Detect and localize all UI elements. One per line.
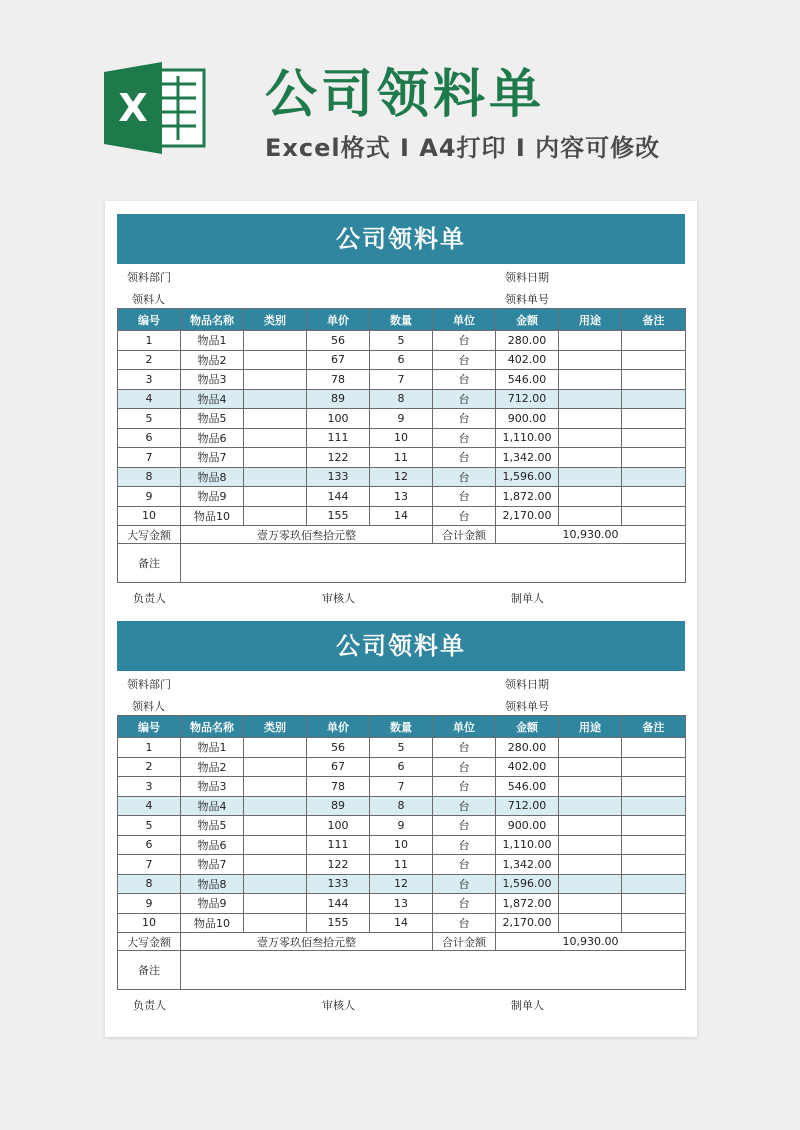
cell-category[interactable] (244, 389, 307, 409)
cell-name[interactable]: 物品6 (181, 835, 244, 855)
cell-use[interactable] (559, 467, 622, 487)
column-header: 编号 (118, 716, 181, 738)
cell-no[interactable]: 5 (118, 816, 181, 836)
column-header: 金额 (496, 309, 559, 331)
cell-qty[interactable]: 6 (370, 757, 433, 777)
cell-qty[interactable]: 10 (370, 835, 433, 855)
cell-unit[interactable]: 台 (433, 757, 496, 777)
cell-price[interactable]: 100 (307, 409, 370, 429)
cell-remark[interactable] (622, 757, 686, 777)
cell-use[interactable] (559, 874, 622, 894)
cell-price[interactable]: 100 (307, 816, 370, 836)
page-subtitle: Excel格式 I A4打印 I 内容可修改 (265, 134, 661, 162)
total-row (118, 526, 686, 544)
cell-no[interactable]: 7 (118, 855, 181, 875)
note-label: 备注 (118, 544, 181, 583)
column-header: 金额 (496, 716, 559, 738)
table-row (118, 428, 686, 448)
capital-label: 大写金额 (118, 933, 181, 951)
cell-name[interactable]: 物品5 (181, 409, 244, 429)
document-paper (105, 201, 697, 1037)
table-row (118, 409, 686, 429)
cell-no[interactable]: 10 (118, 913, 181, 933)
info-row (117, 671, 685, 693)
cell-remark[interactable] (622, 506, 686, 526)
cell-amount[interactable]: 1,342.00 (496, 855, 559, 875)
cell-remark[interactable] (622, 913, 686, 933)
cell-unit[interactable]: 台 (433, 448, 496, 468)
maker-label: 制单人 (511, 592, 544, 605)
cell-qty[interactable]: 12 (370, 874, 433, 894)
cell-name[interactable]: 物品10 (181, 506, 244, 526)
column-header: 用途 (559, 309, 622, 331)
cell-name[interactable]: 物品3 (181, 370, 244, 390)
cell-no[interactable]: 2 (118, 757, 181, 777)
total-value[interactable]: 10,930.00 (496, 526, 686, 544)
cell-unit[interactable]: 台 (433, 738, 496, 758)
cell-price[interactable]: 133 (307, 874, 370, 894)
person-label: 领料人 (132, 700, 165, 713)
cell-qty[interactable]: 5 (370, 738, 433, 758)
logo-letter: X (118, 86, 148, 130)
cell-use[interactable] (559, 409, 622, 429)
cell-price[interactable]: 133 (307, 467, 370, 487)
cell-category[interactable] (244, 777, 307, 797)
cell-no[interactable]: 8 (118, 467, 181, 487)
column-header: 备注 (622, 716, 686, 738)
table-row (118, 777, 686, 797)
table-row (118, 350, 686, 370)
cell-unit[interactable]: 台 (433, 467, 496, 487)
cell-remark[interactable] (622, 738, 686, 758)
cell-amount[interactable]: 546.00 (496, 370, 559, 390)
cell-category[interactable] (244, 796, 307, 816)
cell-unit[interactable]: 台 (433, 487, 496, 507)
cell-no[interactable]: 10 (118, 506, 181, 526)
cell-use[interactable] (559, 894, 622, 914)
cell-unit[interactable]: 台 (433, 350, 496, 370)
column-header: 单位 (433, 716, 496, 738)
table-row (118, 913, 686, 933)
column-header: 物品名称 (181, 309, 244, 331)
cell-qty[interactable]: 13 (370, 894, 433, 914)
cell-name[interactable]: 物品4 (181, 796, 244, 816)
total-value[interactable]: 10,930.00 (496, 933, 686, 951)
cell-no[interactable]: 1 (118, 331, 181, 351)
cell-use[interactable] (559, 350, 622, 370)
cell-category[interactable] (244, 448, 307, 468)
cell-price[interactable]: 56 (307, 331, 370, 351)
cell-qty[interactable]: 12 (370, 467, 433, 487)
cell-price[interactable]: 67 (307, 350, 370, 370)
cell-category[interactable] (244, 370, 307, 390)
column-header: 单位 (433, 309, 496, 331)
cell-name[interactable]: 物品10 (181, 913, 244, 933)
table-row (118, 370, 686, 390)
cell-price[interactable]: 122 (307, 448, 370, 468)
cell-unit[interactable]: 台 (433, 796, 496, 816)
note-row (118, 544, 686, 583)
note-label: 备注 (118, 951, 181, 990)
cell-category[interactable] (244, 467, 307, 487)
cell-category[interactable] (244, 913, 307, 933)
cell-unit[interactable]: 台 (433, 855, 496, 875)
cell-amount[interactable]: 1,596.00 (496, 874, 559, 894)
cell-unit[interactable]: 台 (433, 816, 496, 836)
cell-amount[interactable]: 1,872.00 (496, 487, 559, 507)
table-row (118, 506, 686, 526)
cell-category[interactable] (244, 835, 307, 855)
table-row (118, 796, 686, 816)
total-label: 合计金额 (433, 933, 496, 951)
cell-category[interactable] (244, 506, 307, 526)
cell-qty[interactable]: 11 (370, 448, 433, 468)
cell-name[interactable]: 物品9 (181, 894, 244, 914)
capital-value[interactable]: 壹万零玖佰叁拾元整 (181, 933, 433, 951)
cell-price[interactable]: 111 (307, 428, 370, 448)
note-value[interactable] (181, 951, 686, 990)
cell-remark[interactable] (622, 816, 686, 836)
cell-no[interactable]: 9 (118, 487, 181, 507)
cell-remark[interactable] (622, 428, 686, 448)
cell-price[interactable]: 89 (307, 796, 370, 816)
form-title: 公司领料单 (117, 621, 685, 671)
cell-qty[interactable]: 8 (370, 389, 433, 409)
resp-label: 负责人 (133, 592, 166, 605)
cell-price[interactable]: 111 (307, 835, 370, 855)
table-row (118, 894, 686, 914)
cell-name[interactable]: 物品8 (181, 874, 244, 894)
cell-price[interactable]: 144 (307, 487, 370, 507)
cell-qty[interactable]: 9 (370, 816, 433, 836)
cell-remark[interactable] (622, 855, 686, 875)
dept-label: 领料部门 (127, 271, 171, 284)
cell-unit[interactable]: 台 (433, 777, 496, 797)
table-row (118, 448, 686, 468)
cell-amount[interactable]: 1,110.00 (496, 428, 559, 448)
cell-remark[interactable] (622, 350, 686, 370)
info-row (117, 693, 685, 715)
cell-no[interactable]: 5 (118, 409, 181, 429)
cell-amount[interactable]: 900.00 (496, 409, 559, 429)
cell-amount[interactable]: 712.00 (496, 389, 559, 409)
cell-unit[interactable]: 台 (433, 409, 496, 429)
resp-label: 负责人 (133, 999, 166, 1012)
table-row (118, 835, 686, 855)
cell-unit[interactable]: 台 (433, 389, 496, 409)
cell-category[interactable] (244, 738, 307, 758)
cell-no[interactable]: 4 (118, 389, 181, 409)
cell-use[interactable] (559, 835, 622, 855)
cell-use[interactable] (559, 331, 622, 351)
cell-amount[interactable]: 402.00 (496, 350, 559, 370)
column-header: 类别 (244, 309, 307, 331)
form-title: 公司领料单 (117, 214, 685, 264)
cell-price[interactable]: 155 (307, 506, 370, 526)
cell-name[interactable]: 物品1 (181, 331, 244, 351)
note-row (118, 951, 686, 990)
cell-price[interactable]: 89 (307, 389, 370, 409)
cell-no[interactable]: 2 (118, 350, 181, 370)
cell-unit[interactable]: 台 (433, 428, 496, 448)
cell-no[interactable]: 7 (118, 448, 181, 468)
cell-name[interactable]: 物品3 (181, 777, 244, 797)
date-label: 领料日期 (505, 271, 549, 284)
cell-category[interactable] (244, 894, 307, 914)
cell-remark[interactable] (622, 331, 686, 351)
page-header (0, 0, 800, 200)
signature-row (117, 990, 685, 1012)
column-header: 单价 (307, 716, 370, 738)
cell-price[interactable]: 78 (307, 370, 370, 390)
cell-use[interactable] (559, 816, 622, 836)
cell-price[interactable]: 67 (307, 757, 370, 777)
cell-name[interactable]: 物品5 (181, 816, 244, 836)
cell-price[interactable]: 144 (307, 894, 370, 914)
table-header (118, 309, 686, 331)
cell-unit[interactable]: 台 (433, 506, 496, 526)
cell-no[interactable]: 3 (118, 777, 181, 797)
total-label: 合计金额 (433, 526, 496, 544)
cell-amount[interactable]: 900.00 (496, 816, 559, 836)
cell-qty[interactable]: 5 (370, 331, 433, 351)
cell-unit[interactable]: 台 (433, 331, 496, 351)
cell-remark[interactable] (622, 835, 686, 855)
total-row (118, 933, 686, 951)
cell-no[interactable]: 6 (118, 835, 181, 855)
cell-name[interactable]: 物品7 (181, 448, 244, 468)
cell-amount[interactable]: 402.00 (496, 757, 559, 777)
column-header: 单价 (307, 309, 370, 331)
cell-remark[interactable] (622, 796, 686, 816)
cell-name[interactable]: 物品2 (181, 350, 244, 370)
cell-remark[interactable] (622, 409, 686, 429)
cell-use[interactable] (559, 913, 622, 933)
cell-amount[interactable]: 280.00 (496, 331, 559, 351)
cell-remark[interactable] (622, 389, 686, 409)
cell-amount[interactable]: 546.00 (496, 777, 559, 797)
items-table (117, 715, 686, 990)
column-header: 用途 (559, 716, 622, 738)
cell-unit[interactable]: 台 (433, 894, 496, 914)
table-row (118, 467, 686, 487)
cell-price[interactable]: 155 (307, 913, 370, 933)
cell-use[interactable] (559, 796, 622, 816)
items-table (117, 308, 686, 583)
cell-qty[interactable]: 8 (370, 796, 433, 816)
cell-category[interactable] (244, 757, 307, 777)
cell-no[interactable]: 3 (118, 370, 181, 390)
cell-remark[interactable] (622, 467, 686, 487)
table-row (118, 487, 686, 507)
note-value[interactable] (181, 544, 686, 583)
table-header (118, 716, 686, 738)
cell-name[interactable]: 物品7 (181, 855, 244, 875)
cell-unit[interactable]: 台 (433, 913, 496, 933)
capital-value[interactable]: 壹万零玖佰叁拾元整 (181, 526, 433, 544)
table-row (118, 331, 686, 351)
number-label: 领料单号 (505, 700, 549, 713)
cell-qty[interactable]: 13 (370, 487, 433, 507)
capital-label: 大写金额 (118, 526, 181, 544)
cell-name[interactable]: 物品9 (181, 487, 244, 507)
cell-use[interactable] (559, 428, 622, 448)
number-label: 领料单号 (505, 293, 549, 306)
cell-use[interactable] (559, 506, 622, 526)
dept-label: 领料部门 (127, 678, 171, 691)
cell-amount[interactable]: 1,872.00 (496, 894, 559, 914)
cell-unit[interactable]: 台 (433, 874, 496, 894)
table-row (118, 816, 686, 836)
info-row (117, 286, 685, 308)
cell-no[interactable]: 6 (118, 428, 181, 448)
cell-category[interactable] (244, 331, 307, 351)
cell-use[interactable] (559, 389, 622, 409)
maker-label: 制单人 (511, 999, 544, 1012)
column-header: 编号 (118, 309, 181, 331)
excel-icon (104, 62, 212, 154)
cell-unit[interactable]: 台 (433, 370, 496, 390)
cell-amount[interactable]: 1,342.00 (496, 448, 559, 468)
requisition-form-2 (117, 621, 685, 1012)
table-row (118, 874, 686, 894)
cell-qty[interactable]: 11 (370, 855, 433, 875)
column-header: 数量 (370, 309, 433, 331)
cell-category[interactable] (244, 409, 307, 429)
cell-qty[interactable]: 6 (370, 350, 433, 370)
cell-qty[interactable]: 7 (370, 777, 433, 797)
cell-use[interactable] (559, 777, 622, 797)
cell-remark[interactable] (622, 487, 686, 507)
column-header: 数量 (370, 716, 433, 738)
cell-use[interactable] (559, 757, 622, 777)
cell-remark[interactable] (622, 448, 686, 468)
cell-remark[interactable] (622, 777, 686, 797)
cell-price[interactable]: 122 (307, 855, 370, 875)
cell-qty[interactable]: 9 (370, 409, 433, 429)
cell-remark[interactable] (622, 874, 686, 894)
cell-name[interactable]: 物品1 (181, 738, 244, 758)
cell-no[interactable]: 9 (118, 894, 181, 914)
signature-row (117, 583, 685, 605)
cell-remark[interactable] (622, 894, 686, 914)
cell-amount[interactable]: 280.00 (496, 738, 559, 758)
cell-amount[interactable]: 1,596.00 (496, 467, 559, 487)
person-label: 领料人 (132, 293, 165, 306)
cell-amount[interactable]: 2,170.00 (496, 506, 559, 526)
cell-use[interactable] (559, 738, 622, 758)
column-header: 物品名称 (181, 716, 244, 738)
table-row (118, 389, 686, 409)
cell-qty[interactable]: 14 (370, 506, 433, 526)
cell-no[interactable]: 1 (118, 738, 181, 758)
cell-amount[interactable]: 2,170.00 (496, 913, 559, 933)
cell-qty[interactable]: 14 (370, 913, 433, 933)
date-label: 领料日期 (505, 678, 549, 691)
review-label: 审核人 (322, 592, 355, 605)
cell-use[interactable] (559, 370, 622, 390)
table-row (118, 738, 686, 758)
cell-remark[interactable] (622, 370, 686, 390)
cell-use[interactable] (559, 855, 622, 875)
cell-name[interactable]: 物品2 (181, 757, 244, 777)
cell-amount[interactable]: 712.00 (496, 796, 559, 816)
cell-use[interactable] (559, 448, 622, 468)
cell-no[interactable]: 4 (118, 796, 181, 816)
cell-category[interactable] (244, 855, 307, 875)
cell-name[interactable]: 物品8 (181, 467, 244, 487)
cell-name[interactable]: 物品6 (181, 428, 244, 448)
cell-no[interactable]: 8 (118, 874, 181, 894)
cell-price[interactable]: 78 (307, 777, 370, 797)
cell-category[interactable] (244, 816, 307, 836)
table-row (118, 855, 686, 875)
cell-name[interactable]: 物品4 (181, 389, 244, 409)
requisition-form-1 (117, 214, 685, 605)
column-header: 备注 (622, 309, 686, 331)
cell-amount[interactable]: 1,110.00 (496, 835, 559, 855)
cell-category[interactable] (244, 428, 307, 448)
cell-price[interactable]: 56 (307, 738, 370, 758)
cell-unit[interactable]: 台 (433, 835, 496, 855)
cell-use[interactable] (559, 487, 622, 507)
cell-category[interactable] (244, 487, 307, 507)
cell-category[interactable] (244, 874, 307, 894)
cell-qty[interactable]: 7 (370, 370, 433, 390)
cell-category[interactable] (244, 350, 307, 370)
column-header: 类别 (244, 716, 307, 738)
page-title: 公司领料单 (265, 65, 546, 125)
table-row (118, 757, 686, 777)
info-row (117, 264, 685, 286)
cell-qty[interactable]: 10 (370, 428, 433, 448)
review-label: 审核人 (322, 999, 355, 1012)
